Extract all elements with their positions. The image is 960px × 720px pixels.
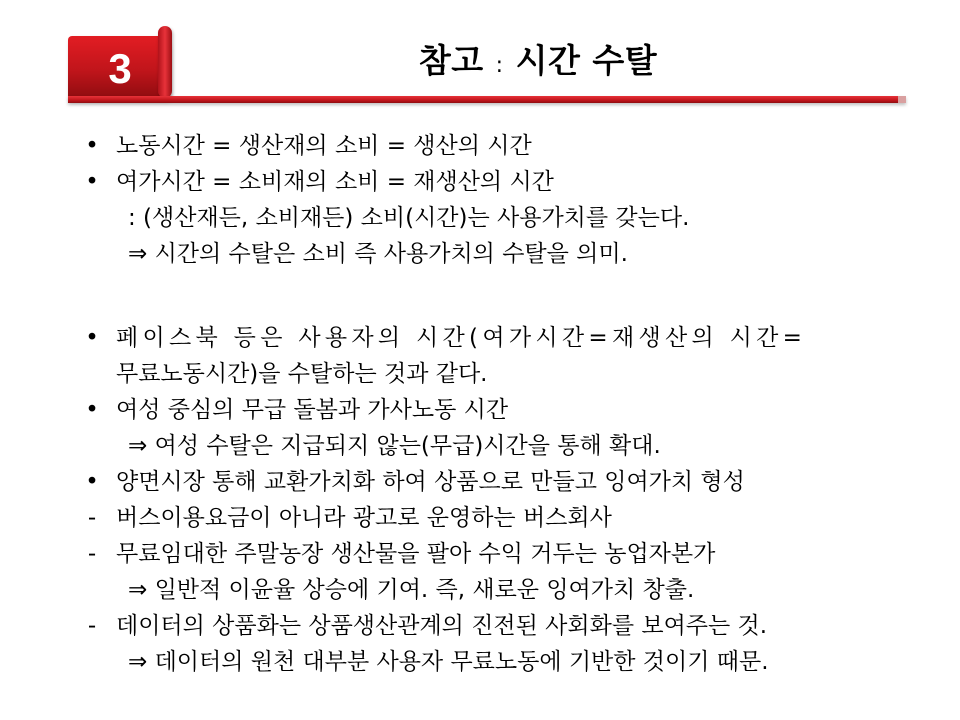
indented-line (0, 572, 960, 608)
bullet-marker: • (85, 133, 99, 159)
bullet-line (0, 464, 960, 500)
bullet-line (0, 164, 960, 200)
dash-line (0, 536, 960, 572)
bullet-marker: • (85, 469, 99, 495)
line-text: 버스이용요금이 아니라 광고로 운영하는 버스회사 (116, 505, 612, 531)
title-main: 참고 (418, 41, 484, 80)
indented-line (0, 644, 960, 680)
line-text: 무료임대한 주말농장 생산물을 팔아 수익 거두는 농업자본가 (116, 541, 716, 567)
bullet-line (0, 392, 960, 428)
line-text: ⇒ 시간의 수탈은 소비 즉 사용가치의 수탈을 의미. (128, 241, 628, 267)
line-text: ⇒ 데이터의 원천 대부분 사용자 무료노동에 기반한 것이기 때문. (128, 649, 769, 675)
line-text: 무료노동시간)을 수탈하는 것과 같다. (116, 361, 488, 387)
title-underline-end (898, 96, 906, 103)
title-sub: 시간 수탈 (515, 41, 658, 80)
bullet-line (0, 320, 960, 356)
line-text: 데이터의 상품화는 상품생산관계의 진전된 사회화를 보여주는 것. (116, 613, 768, 639)
bullet-marker: • (85, 169, 99, 195)
bullet-marker: • (85, 325, 99, 351)
line-text: 페이스북 등은 사용자의 시간(여가시간=재생산의 시간= (116, 325, 807, 351)
dash-line (0, 500, 960, 536)
line-text: 양면시장 통해 교환가치화 하여 상품으로 만들고 잉여가치 형성 (116, 469, 745, 495)
line-text: 여성 중심의 무급 돌봄과 가사노동 시간 (116, 397, 509, 423)
title-underline-bar (68, 96, 906, 103)
line-text: 노동시간 = 생산재의 소비 = 생산의 시간 (116, 133, 532, 159)
indented-line (0, 236, 960, 272)
bullet-marker: • (85, 397, 99, 423)
slide-number: 3 (108, 45, 132, 92)
bullet-line (0, 128, 960, 164)
line-text: 여가시간 = 소비재의 소비 = 재생산의 시간 (116, 169, 554, 195)
dash-marker: - (87, 613, 97, 639)
slide-title (170, 36, 906, 86)
continuation-line (0, 356, 960, 392)
dash-marker: - (87, 541, 97, 567)
dash-marker: - (87, 505, 97, 531)
indented-line (0, 200, 960, 236)
line-text: : (생산재든, 소비재든) 소비(시간)는 사용가치를 갖는다. (128, 205, 690, 231)
dash-line (0, 608, 960, 644)
title-separator: : (495, 53, 504, 78)
indented-line (0, 428, 960, 464)
line-text: ⇒ 여성 수탈은 지급되지 않는(무급)시간을 통해 확대. (128, 433, 661, 459)
line-text: ⇒ 일반적 이윤율 상승에 기여. 즉, 새로운 잉여가치 창출. (128, 577, 695, 603)
